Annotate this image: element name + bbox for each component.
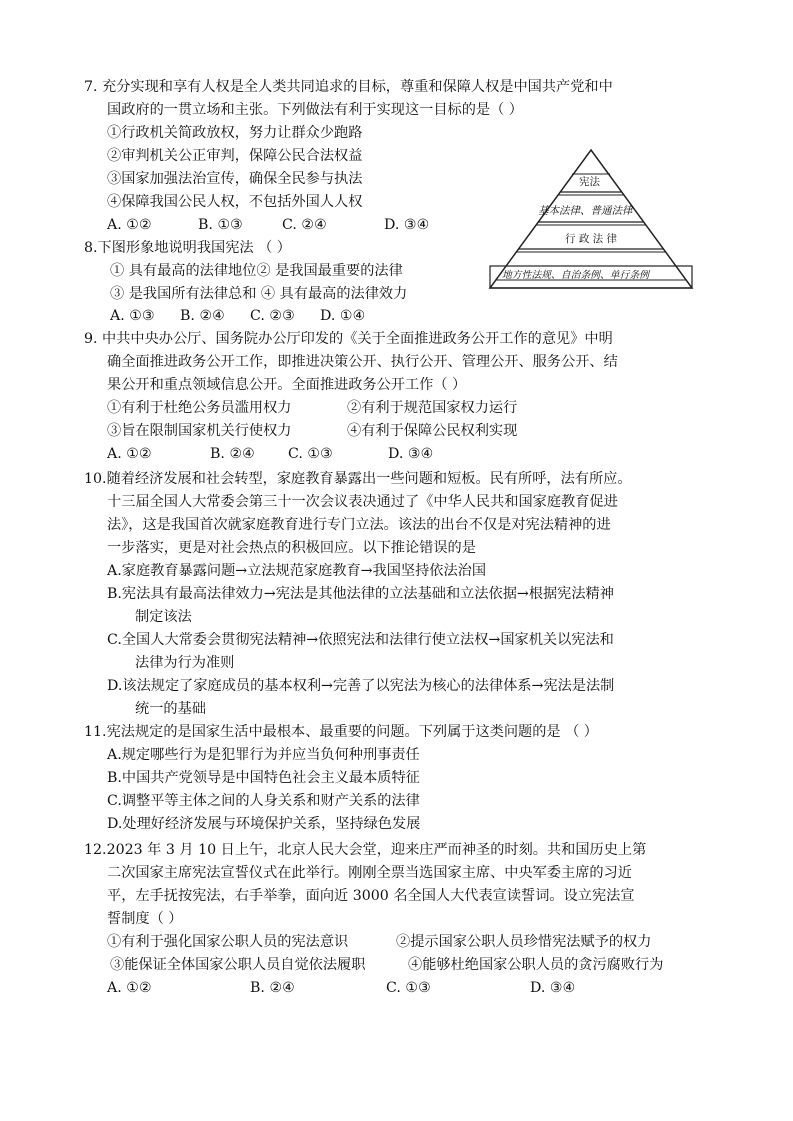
- pyramid-label-basic-laws: 基本法律、普通法律: [538, 205, 633, 217]
- q12-item-1: ①有利于强化国家公职人员的宪法意识: [107, 934, 349, 950]
- q7-item-1: ①行政机关简政放权，努力让群众少跑路: [107, 125, 363, 141]
- q10-option-d-line2: 统一的基础: [135, 701, 206, 717]
- q10-option-a: A.家庭教育暴露问题→立法规范家庭教育→我国坚持依法治国: [107, 563, 487, 579]
- q9-stem-line1: 9. 中共中央办公厅、国务院办公厅印发的《关于全面推进政务公开工作的意见》中明: [84, 331, 613, 347]
- q10-option-d-line1: D.该法规定了家庭成员的基本权利→完善了以宪法为核心的法律体系→宪法是法制: [107, 678, 615, 694]
- q7-option-c: C. ②④: [282, 217, 327, 233]
- q7-option-b: B. ①③: [198, 217, 243, 233]
- q9-option-c: C. ①③: [288, 446, 333, 462]
- q7-option-d: D. ③④: [384, 217, 430, 233]
- q11-option-c: C.调整平等主体之间的人身关系和财产关系的法律: [107, 793, 420, 809]
- pyramid-label-constitution: 宪法: [579, 176, 600, 188]
- q12-stem-line3: 平，左手抚按宪法，右手举拳，面向近 3000 名全国人大代表宣读誓词。设立宪法宣: [107, 888, 635, 904]
- q10-option-c-line1: C.全国人大常委会贯彻宪法精神→依照宪法和法律行使立法权→国家机关以宪法和: [107, 632, 614, 648]
- q9-item-3: ③旨在限制国家机关行使权力: [107, 423, 292, 439]
- q12-stem-line1: 12.2023 年 3 月 10 日上午，北京人民大会堂，迎来庄严而神圣的时刻。共和国历史上第: [84, 842, 647, 858]
- q7-stem-line2: 国政府的一贯立场和主张。下列做法有利于实现这一目标的是（ ）: [107, 102, 523, 118]
- q12-item-2: ②提示国家公职人员珍惜宪法赋予的权力: [396, 934, 652, 950]
- q12-option-c: C. ①③: [386, 980, 431, 996]
- q7-stem-line1: 7. 充分实现和享有人权是全人类共同追求的目标，尊重和保障人权是中国共产党和中: [84, 79, 613, 95]
- q11-option-a: A.规定哪些行为是犯罪行为并应当负何种刑事责任: [107, 747, 420, 763]
- q12-item-3: ③能保证全体国家公职人员自觉依法履职: [110, 957, 366, 973]
- q9-option-b: B. ②④: [210, 446, 255, 462]
- q9-item-2: ②有利于规范国家权力运行: [347, 400, 518, 416]
- law-hierarchy-pyramid: [488, 148, 694, 294]
- q12-option-a: A. ①②: [107, 980, 152, 996]
- q9-item-4: ④有利于保障公民权利实现: [347, 423, 518, 439]
- q12-stem-line4: 誓制度（ ）: [107, 911, 183, 927]
- q12-stem-line2: 二次国家主席宪法宣誓仪式在此举行。刚刚全票当选国家主席、中央军委主席的习近: [107, 865, 632, 881]
- q9-option-a: A. ①②: [107, 446, 152, 462]
- q9-stem-line3: 果公开和重点领域信息公开。全面推进政务公开工作（ ）: [107, 377, 467, 393]
- q11-option-d: D.处理好经济发展与环境保护关系，坚持绿色发展: [107, 816, 421, 832]
- q10-option-b-line1: B.宪法具有最高法律效力→宪法是其他法律的立法基础和立法依据→根据宪法精神: [107, 586, 614, 602]
- q11-option-b: B.中国共产党领导是中国特色社会主义最本质特征: [107, 770, 420, 786]
- q10-option-c-line2: 法律为行为准则: [135, 655, 235, 671]
- q10-stem-line2: 十三届全国人大常委会第三十一次会议表决通过了《中华人民共和国家庭教育促进: [107, 494, 618, 510]
- q11-stem: 11.宪法规定的是国家生活中最根本、最重要的问题。下列属于这类问题的是 （ ）: [84, 724, 598, 740]
- q8-option-a: A. ①③: [110, 308, 155, 324]
- q10-stem-line4: 一步落实，更是对社会热点的积极回应。以下推论错误的是: [107, 540, 476, 556]
- pyramid-label-local-regulations: 地方性法规、自治条例、单行条例: [502, 270, 649, 281]
- q10-stem-line1: 10.随着经济发展和社会转型，家庭教育暴露出一些问题和短板。民有所呼，法有所应。: [84, 471, 632, 487]
- q9-option-d: D. ③④: [388, 446, 434, 462]
- q7-item-3: ③国家加强法治宣传，确保全民参与执法: [107, 171, 363, 187]
- q9-item-1: ①有利于杜绝公务员滥用权力: [107, 400, 292, 416]
- q8-items-row1: ① 具有最高的法律地位② 是我国最重要的法律: [110, 263, 403, 279]
- q12-item-4: ④能够杜绝国家公职人员的贪污腐败行为: [408, 957, 664, 973]
- q12-option-d: D. ③④: [530, 980, 576, 996]
- q8-option-b: B. ②④: [180, 308, 225, 324]
- q7-item-4: ④保障我国公民人权，不包括外国人人权: [107, 194, 363, 210]
- q10-option-b-line2: 制定该法: [135, 609, 192, 625]
- q8-stem: 8.下图形象地说明我国宪法 （ ）: [84, 240, 291, 256]
- q8-items-row2: ③ 是我国所有法律总和 ④ 具有最高的法律效力: [110, 286, 408, 302]
- q10-stem-line3: 法》，这是我国首次就家庭教育进行专门立法。该法的出台不仅是对宪法精神的进: [107, 517, 611, 533]
- q12-option-b: B. ②④: [250, 980, 295, 996]
- q7-item-2: ②审判机关公正审判，保障公民合法权益: [107, 148, 363, 164]
- q9-stem-line2: 确全面推进政务公开工作，即推进决策公开、执行公开、管理公开、服务公开、结: [107, 354, 618, 370]
- q8-option-c: C. ②③: [250, 308, 295, 324]
- pyramid-label-administrative: 行 政 法 律: [565, 233, 618, 245]
- q8-option-d: D. ①④: [320, 308, 366, 324]
- q7-option-a: A. ①②: [107, 217, 152, 233]
